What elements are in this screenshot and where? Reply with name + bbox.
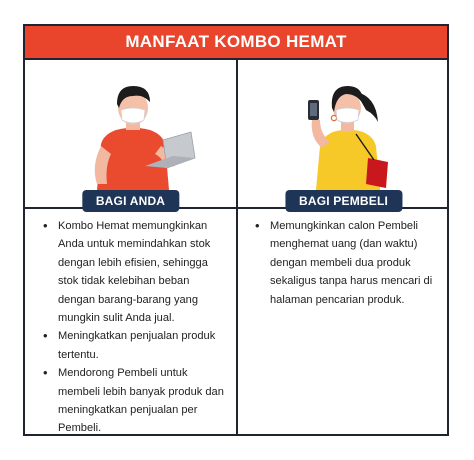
badge-for-you: BAGI ANDA [82, 190, 179, 212]
seller-illustration [25, 62, 236, 207]
card-header [25, 26, 447, 60]
seller-benefit-list [39, 217, 229, 438]
buyer-benefit-list [251, 217, 441, 309]
benefits-card [23, 24, 449, 436]
woman-with-phone-icon [238, 62, 449, 207]
badge-for-buyer: BAGI PEMBELI [285, 190, 402, 212]
list-item: • Kombo Hemat memungkinkan Anda untuk memindahkan stok dengan lebih efisien, sehingga stok tidak kelebihan beban dengan barang-barang yang mungkin sulit Anda jual. [39, 217, 229, 327]
list-item: • Memungkinkan calon Pembeli menghemat uang (dan waktu) dengan membeli dua produk sekaligus tanpa harus mencari di halaman pencarian produk. [251, 217, 441, 309]
buyer-benefits [251, 217, 441, 309]
seller-benefits [39, 217, 229, 438]
list-item: • Mendorong Pembeli untuk membeli lebih banyak produk dan meningkatkan penjualan per Pembeli. [39, 364, 229, 438]
card-title: MANFAAT KOMBO HEMAT [125, 32, 347, 51]
buyer-illustration [238, 62, 449, 207]
list-item: • Meningkatkan penjualan produk tertentu. [39, 327, 229, 364]
man-with-laptop-icon [25, 62, 236, 207]
